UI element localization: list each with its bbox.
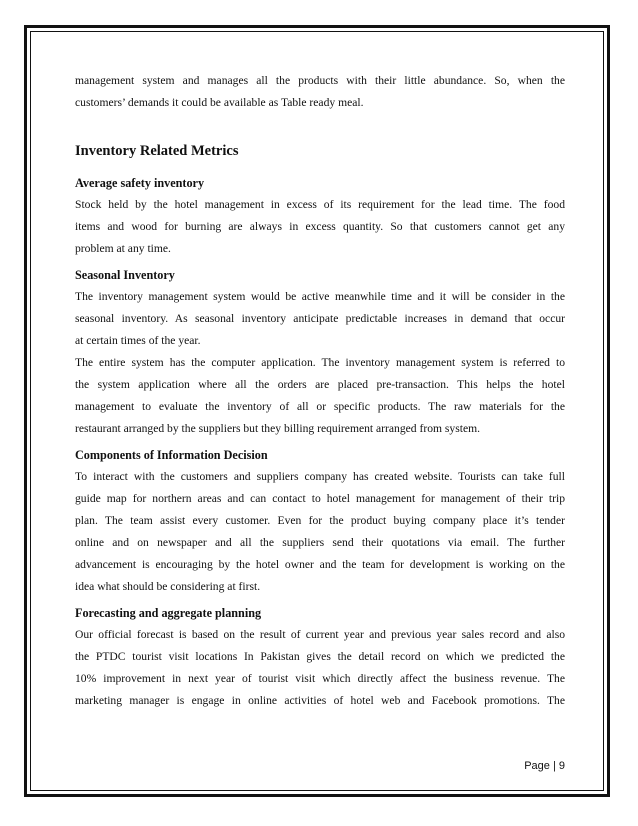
text-line: 10% improvement in next year of tourist visit which directly affect the business revenue. The bbox=[75, 672, 565, 685]
section-heading: Inventory Related Metrics bbox=[75, 143, 239, 159]
text-line: guide map for northern areas and can contact to hotel management for management of their trip bbox=[75, 492, 565, 505]
text-line: customers’ demands it could be available as Table ready meal. bbox=[75, 96, 364, 109]
text-line: idea what should be considering at first. bbox=[75, 580, 261, 593]
subheading-components-information-decision: Components of Information Decision bbox=[75, 448, 268, 462]
components-paragraph bbox=[75, 466, 565, 598]
text-line: seasonal inventory. As seasonal inventory anticipate predictable increases in demand that occur bbox=[75, 312, 565, 325]
text-line: management system and manages all the products with their little abundance. So, when the bbox=[75, 74, 565, 87]
text-line: problem at any time. bbox=[75, 242, 171, 255]
seasonal-inventory-paragraph bbox=[75, 286, 565, 440]
page-number: Page | 9 bbox=[524, 760, 565, 772]
text-line: the system application where all the orders are placed pre-transaction. This helps the hotel bbox=[75, 378, 565, 391]
text-line: items and wood for burning are always in excess quantity. So that customers cannot get any bbox=[75, 220, 565, 233]
text-line: the PTDC tourist visit locations In Pakistan gives the detail record on which we predicted the bbox=[75, 650, 565, 663]
subheading-forecasting: Forecasting and aggregate planning bbox=[75, 606, 262, 620]
text-line: Our official forecast is based on the result of current year and previous year sales record and also bbox=[75, 628, 565, 641]
subheading-safety-inventory: Average safety inventory bbox=[75, 176, 205, 190]
text-line: To interact with the customers and suppliers company has created website. Tourists can take full bbox=[75, 470, 565, 483]
text-line: Stock held by the hotel management in excess of its requirement for the lead time. The food bbox=[75, 198, 565, 211]
text-line: online and on newspaper and all the suppliers send their quotations via email. The further bbox=[75, 536, 565, 549]
forecasting-paragraph bbox=[75, 624, 565, 712]
subheading-seasonal-inventory: Seasonal Inventory bbox=[75, 268, 175, 282]
text-line: The entire system has the computer application. The inventory management system is referred to bbox=[75, 356, 565, 369]
text-line: advancement is encouraging by the hotel owner and the team for development is working on the bbox=[75, 558, 565, 571]
text-line: at certain times of the year. bbox=[75, 334, 201, 347]
safety-inventory-paragraph bbox=[75, 194, 565, 260]
text-line: management to evaluate the inventory of all or specific products. The raw materials for the bbox=[75, 400, 565, 413]
text-line: restaurant arranged by the suppliers but they billing requirement arranged from system. bbox=[75, 422, 481, 435]
text-line: The inventory management system would be active meanwhile time and it will be consider in the bbox=[75, 290, 565, 303]
text-line: plan. The team assist every customer. Even for the product buying company place it’s tender bbox=[75, 514, 565, 527]
intro-paragraph bbox=[75, 70, 565, 114]
text-line: marketing manager is engage in online activities of hotel web and Facebook promotions. The bbox=[75, 694, 565, 707]
document-body bbox=[75, 70, 565, 712]
